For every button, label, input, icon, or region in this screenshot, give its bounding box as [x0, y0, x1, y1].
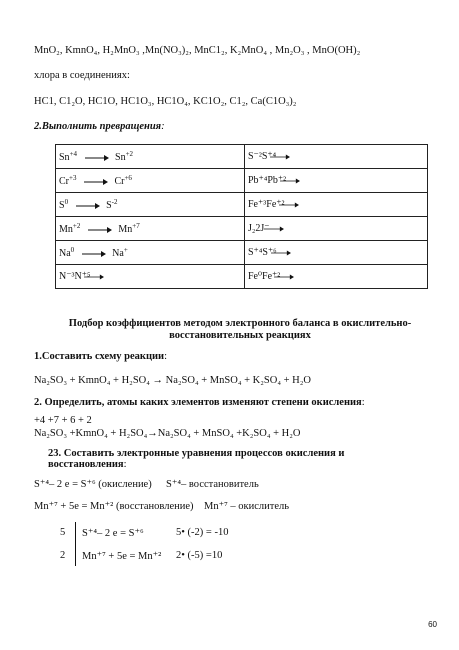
page-number: 60 [428, 620, 437, 629]
step2-label: 2. Определить, атомы каких элементов изменяют степени окисления: [34, 397, 365, 408]
balance-calc: 2• (-5) =10 [176, 550, 223, 561]
transformation-left: $Cr^{+3}$ $Cr^{+6}$ [56, 169, 245, 193]
transformation-left: $Mn^{+2}$ $Mn^{+7}$ [56, 217, 245, 241]
half-reaction-oxidation: S⁺⁴– 2 e = S⁺⁶ (окисление) [34, 479, 152, 490]
transformation-right: S⁻²S⁺⁴ [245, 145, 428, 169]
cl-compounds-line: HC1, C1₂O, HC1O, HC1O₃, HC1O₄, KC1O₂, C1₂, Ca(C1O₃)₂ [34, 96, 297, 107]
transformation-row [56, 217, 428, 241]
half-reaction-reduction: Mn⁺⁷ + 5e = Mn⁺² (восстановление) [34, 501, 194, 512]
transformation-left: $Sn^{+4}$ $Sn^{+2}$ [56, 145, 245, 169]
arrow-icon [82, 250, 106, 258]
arrow-icon [280, 177, 300, 185]
arrow-icon [84, 273, 104, 281]
transformation-row [56, 169, 428, 193]
arrow-icon [271, 249, 291, 257]
transformation-right: Fe⁺³Fe⁺² [245, 193, 428, 217]
arrow-icon [270, 153, 290, 161]
balance-equation: Mn⁺⁷ + 5e = Mn⁺² [82, 551, 162, 562]
balance-calc: 5• (-2) = -10 [176, 527, 229, 538]
transformation-row [56, 145, 428, 169]
chlorine-intro: хлора в соединениях: [34, 70, 130, 81]
section-heading: Подбор коэффициентов методом электронного баланса в окислительно-восстановительных реакциях [68, 318, 412, 341]
mn-compounds-line: MnO₂, KmnO₄, H₂MnO₃ ,Mn(NO₃)₂, MnC1₂, K₂MnO₄ , Mn₂O₃ , MnO(OH)₂ [34, 45, 361, 56]
task2-title: 2.Выполнить превращения: [34, 121, 165, 132]
transformation-row [56, 193, 428, 217]
balance-multiplier: 5 [60, 527, 66, 538]
transformation-left: Na$^0$ Na+ [56, 241, 245, 265]
reaction-scheme: Na₂SO₃ + KmnO₄ + H₂SO₄ → Na₂SO₄ + MnSO₄ + K₂SO₄ + H₂O [34, 375, 311, 386]
transformation-right: Pb⁺⁴Pb⁺² [245, 169, 428, 193]
oxidizer-label: Mn⁺⁷ – окислитель [204, 501, 290, 512]
arrow-icon [279, 201, 299, 209]
reaction-with-states: Na₂SO₃ +KmnO₄ + H₂SO₄→Na₂SO₄ + MnSO₄ +K₂SO₄ + H₂O [34, 428, 301, 439]
transformation-right: J₂2J⁻ [245, 217, 428, 241]
arrow-icon [85, 154, 109, 162]
transformation-left: $S^0$ $S^{-2}$ [56, 193, 245, 217]
transformation-row [56, 265, 428, 289]
step1-label: 1.Составить схему реакции: [34, 351, 168, 362]
oxidation-states: +4 +7 + 6 + 2 [34, 415, 92, 426]
reducer-label: S⁺⁴– восстановитель [166, 479, 259, 490]
transformation-row [56, 241, 428, 265]
arrow-icon [88, 226, 112, 234]
arrow-icon [274, 273, 294, 281]
balance-equation: S⁺⁴– 2 e = S⁺⁶ [82, 528, 144, 539]
arrow-icon [76, 202, 100, 210]
transformation-right: Fe⁰Fe⁺² [245, 265, 428, 289]
transformations-table [55, 144, 428, 289]
balance-divider [75, 522, 76, 566]
balance-multiplier: 2 [60, 550, 66, 561]
transformation-right: S⁺⁴S⁺⁶ [245, 241, 428, 265]
transformation-left: N⁻³N⁺⁵ [56, 265, 245, 289]
arrow-icon [84, 178, 108, 186]
arrow-icon [264, 225, 284, 233]
step3-label: 23. Составить электронные уравнения процессов окисления и восстановления: [48, 448, 345, 470]
